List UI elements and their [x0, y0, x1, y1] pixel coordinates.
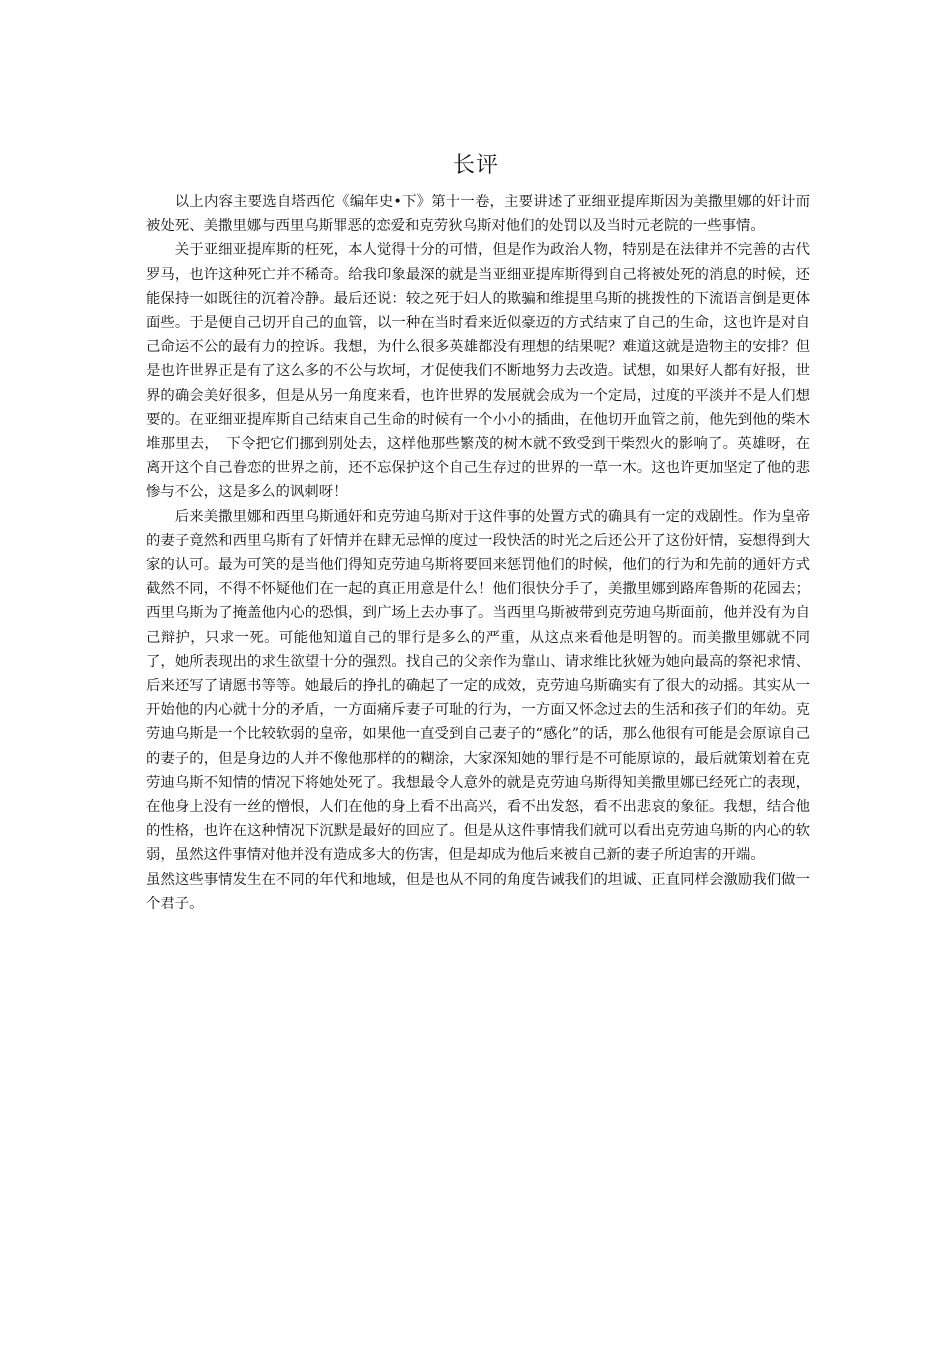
- paragraph-asiaticus: 关于亚细亚提库斯的枉死，本人觉得十分的可惜，但是作为政治人物，特别是在法律并不完善的古代罗马，也许这种死亡并不稀奇。给我印象最深的就是当亚细亚提库斯得到自己将被处死的消息的时候，还能保持一如既往的沉着冷静。最后还说：较之死于妇人的欺骗和维提里乌斯的挑拨性的下流语言倒是更体面些。于是便自己切开自己的血管，以一种在当时看来近似豪迈的方式结束了自己的生命，这也许是对自己命运不公的最有力的控诉。我想，为什么很多英雄都没有理想的结果呢？难道这就是造物主的安排？但是也许世界正是有了这么多的不公与坎坷，才促使我们不断地努力去改造。试想，如果好人都有好报，世界的确会美好很多，但是从另一角度来看，也许世界的发展就会成为一个定局，过度的平淡并不是人们想要的。在亚细亚提库斯自己结束自己生命的时候有一个小小的插曲，在他切开血管之前，他先到他的柴木堆那里去， 下令把它们挪到别处去，这样他那些繁茂的树木就不致受到干柴烈火的影响了。英雄呀，在离开这个自己眷恋的世界之前，还不忘保护这个自己生存过的世界的一草一木。这也许更加坚定了他的悲惨与不公，这是多么的讽刺呀！: [146, 242, 810, 501]
- page-title: 长评: [452, 153, 499, 178]
- paragraph-conclusion: 虽然这些事情发生在不同的年代和地域，但是也从不同的角度告诫我们的坦诚、正直同样会激励我们做一个君子。: [146, 871, 810, 912]
- body-text: [146, 190, 810, 916]
- paragraph-intro: 以上内容主要选自塔西佗《编年史•下》第十一卷，主要讲述了亚细亚提库斯因为美撒里娜的奸计而被处死、美撒里娜与西里乌斯罪恶的恋爱和克劳狄乌斯对他们的处罚以及当时元老院的一些事情。: [146, 194, 810, 235]
- paragraph-messalina: 后来美撒里娜和西里乌斯通奸和克劳迪乌斯对于这件事的处置方式的确具有一定的戏剧性。作为皇帝的妻子竟然和西里乌斯有了奸情并在肆无忌惮的度过一段快活的时光之后还公开了这份奸情，妄想得到大家的认可。最为可笑的是当他们得知克劳迪乌斯将要回来惩罚他们的时候，他们的行为和先前的通奸方式截然不同，不得不怀疑他们在一起的真正用意是什么！他们很快分手了，美撒里娜到路库鲁斯的花园去；西里乌斯为了掩盖他内心的恐惧，到广场上去办事了。当西里乌斯被带到克劳迪乌斯面前，他并没有为自己辩护，只求一死。可能他知道自己的罪行是多么的严重，从这点来看他是明智的。而美撒里娜就不同了，她所表现出的求生欲望十分的强烈。找自己的父亲作为靠山、请求维比狄娅为她向最高的祭祀求情、后来还写了请愿书等等。她最后的挣扎的确起了一定的成效，克劳迪乌斯确实有了很大的动摇。其实从一开始他的内心就十分的矛盾，一方面痛斥妻子可耻的行为，一方面又怀念过去的生活和孩子们的年幼。克劳迪乌斯是一个比较软弱的皇帝，如果他一直受到自己妻子的“感化”的话，那么他很有可能是会原谅自己的妻子的，但是身边的人并不像他那样的的糊涂，大家深知她的罪行是不可能原谅的，最后就策划着在克劳迪乌斯不知情的情况下将她处死了。我想最令人意外的就是克劳迪乌斯得知美撒里娜已经死亡的表现，在他身上没有一丝的憎恨，人们在他的身上看不出高兴，看不出发怒，看不出悲哀的象征。我想，结合他的性格，也许在这种情况下沉默是最好的回应了。但是从这件事情我们就可以看出克劳迪乌斯的内心的软弱，虽然这件事情对他并没有造成多大的伤害，但是却成为他后来被自己新的妻子所迫害的开端。: [146, 508, 810, 864]
